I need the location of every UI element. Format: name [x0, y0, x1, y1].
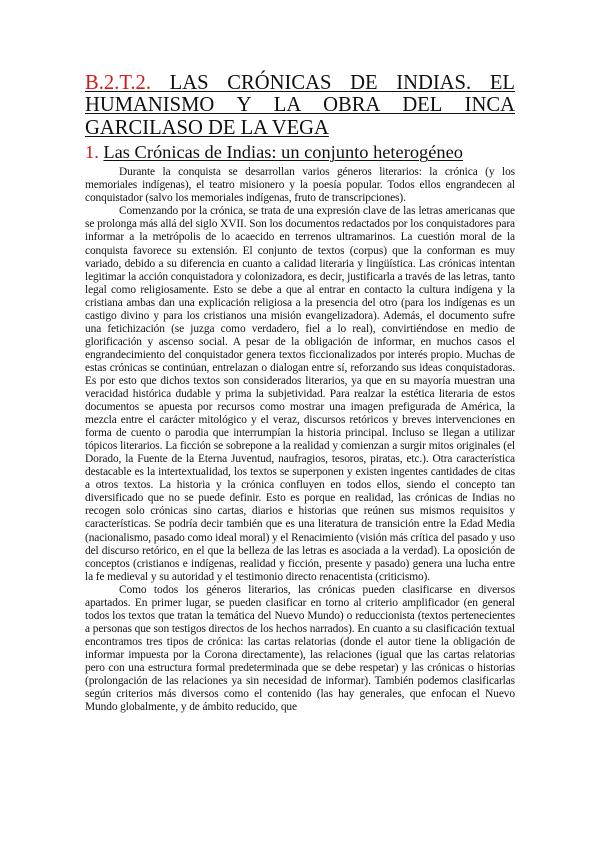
paragraph-1: Durante la conquista se desarrollan varios géneros literarios: la crónica (y los memoriales indígenas), el teatro misionero y la poesía popular. Todos ellos engrandecen al conquistador (salvo los memoriales indígenas, fruto de transcripciones).: [85, 166, 515, 205]
document-title: [85, 72, 515, 139]
subsection-title: Las Crónicas de Indias: un conjunto heterogéneo: [103, 142, 463, 163]
title-text: LAS CRÓNICAS DE INDIAS. EL HUMANISMO Y LA OBRA DEL INCA GARCILASO DE LA VEGA: [85, 72, 515, 139]
paragraph-3: Como todos los géneros literarios, las crónicas pueden clasificarse en diversos apartados. En primer lugar, se pueden clasificar en torno al criterio amplificador (en general todos los textos que tratan la temática del Nuevo Mundo) o reduccionista (textos pertenecientes a personas que son testigos directos de los hechos narrados). En cuanto a su clasificación textual encontramos tres tipos de crónica: las cartas relatorias (donde el autor tiene la obligación de informar impuesta por la Corona directamente), las relaciones (igual que las cartas relatorias pero con una estructura formal predeterminada que se debe respetar) y las crónicas o historias (prolongación de las relaciones ya sin necesidad de informar). También podemos clasificarlas según criterios más diversos como el contenido (las hay generales, que enfocan el Nuevo Mundo globalmente, y de ámbito reducido, que: [85, 583, 515, 714]
paragraph-2: Comenzando por la crónica, se trata de una expresión clave de las letras americanas que se prolonga más allá del siglo XVII. Son los documentos redactados por los conquistadores para informar a la metrópolis de lo acaecido en terrenos ultramarinos. La cuestión moral de la conquista favorece su extensión. El conjunto de textos (corpus) que la conforman es muy variado, debido a su diferencia en cuanto a calidad literaria y lingüística. Las crónicas intentan legitimar la acción conquistadora y colonizadora, es decir, justificarla a través de las letras, tanto legal como religiosamente. Esto se debe a que al entrar en contacto la cultura indígena y la cristiana ambas dan una explicación religiosa a la presencia del otro (para los indígenas es un castigo divino y para los cristianos una misión evangelizadora). Además, el documento sufre una fetichización (se juzga como verdadero, fiel a lo real), convirtiéndose en medio de glorificación y ascenso social. A pesar de la obligación de informar, en muchos casos el engrandecimiento del conquistador genera textos ficcionalizados por interés propio. Muchas de estas crónicas se continúan, entrelazan o dialogan entre sí, reforzando sus ideas conquistadoras. Es por esto que dichos textos son considerados literarios, ya que en su mayoría muestran una veracidad histórica dudable y prima la subjetividad. Para realzar la estética literaria de estos documentos se apuesta por recursos como mostrar una imagen prefigurada de América, la mezcla entre el carácter mitológico y el veraz, discursos retóricos y breves intervenciones en forma de cuento o parodia que interrumpían la historia principal. Incluso se llegan a utilizar tópicos literarios. La ficción se sobrepone a la realidad y comienzan a surgir mitos originales (el Dorado, la Fuente de la Eterna Juventud, naufragios, tesoros, piratas, etc.). Otra característica destacable es la intertextualidad, los textos se superponen y existen ingentes cantidades de citas a otros textos. La historia y la crónica confluyen en todos ellos, siendo el concepto tan diversificado que no se puede definir. Esto es porque en realidad, las crónicas de Indias no recogen solo crónicas sino cartas, diarios e historias que reúnen sus mismos requisitos y características. Se podría decir también que es una literatura de transición entre la Edad Media (nacionalismo, pasado como ideal moral) y el Renacimiento (visión más crítica del pasado y uso del discurso retórico, en el que la belleza de las letras es asociada a la verdad). La oposición de conceptos (cristianos e indígenas, realidad y ficción, presente y pasado) genera una lucha entre la fe medieval y su autoridad y el testimonio directo renacentista (criticismo).: [85, 205, 515, 583]
subsection-number: 1.: [85, 142, 99, 163]
section-code: B.2.T.2.: [85, 72, 151, 94]
subsection-heading: [85, 142, 515, 163]
